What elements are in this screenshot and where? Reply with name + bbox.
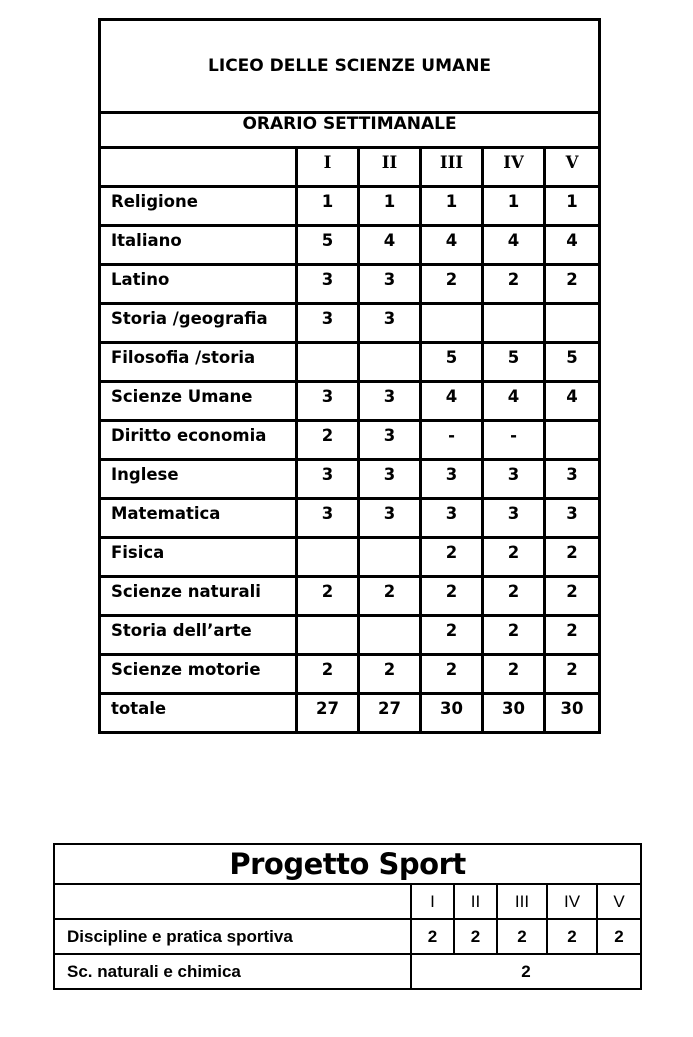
schedule-subtitle: ORARIO SETTIMANALE xyxy=(100,113,600,148)
subject-name: Scienze naturali xyxy=(100,577,297,616)
subject-row xyxy=(100,187,600,226)
hours-cell: 3 xyxy=(359,460,421,499)
column-header: III xyxy=(421,148,483,187)
hours-cell: 2 xyxy=(545,577,600,616)
hours-cell: 2 xyxy=(483,538,545,577)
hours-cell: 4 xyxy=(483,226,545,265)
sport-value: 2 xyxy=(597,919,641,954)
sport-merged-subject: Sc. naturali e chimica xyxy=(54,954,411,989)
sport-value: 2 xyxy=(454,919,497,954)
hours-cell: - xyxy=(483,421,545,460)
hours-cell xyxy=(359,616,421,655)
sport-title: Progetto Sport xyxy=(54,844,641,884)
column-header: IV xyxy=(483,148,545,187)
hours-cell: 1 xyxy=(483,187,545,226)
hours-cell: 2 xyxy=(297,577,359,616)
school-title: LICEO DELLE SCIENZE UMANE xyxy=(100,20,600,113)
hours-cell xyxy=(483,304,545,343)
sport-subject: Discipline e pratica sportiva xyxy=(54,919,411,954)
hours-cell: 3 xyxy=(359,304,421,343)
sport-value: 2 xyxy=(411,919,454,954)
hours-cell: 3 xyxy=(297,265,359,304)
orario-settimanale-table xyxy=(98,18,601,734)
hours-cell xyxy=(545,304,600,343)
hours-cell xyxy=(359,343,421,382)
hours-cell xyxy=(545,421,600,460)
hours-cell: 2 xyxy=(483,655,545,694)
sport-value: 2 xyxy=(547,919,597,954)
subject-name: Scienze Umane xyxy=(100,382,297,421)
sport-header-row xyxy=(54,884,641,919)
hours-cell: 3 xyxy=(359,499,421,538)
hours-cell: 3 xyxy=(297,304,359,343)
hours-cell xyxy=(297,343,359,382)
subject-row xyxy=(100,343,600,382)
hours-cell: 1 xyxy=(545,187,600,226)
subject-row xyxy=(100,304,600,343)
hours-cell: 5 xyxy=(545,343,600,382)
hours-cell: 2 xyxy=(421,538,483,577)
subject-name: Religione xyxy=(100,187,297,226)
hours-cell: 3 xyxy=(297,460,359,499)
sport-column-header: III xyxy=(497,884,547,919)
hours-cell xyxy=(421,304,483,343)
hours-cell xyxy=(297,616,359,655)
hours-cell: 4 xyxy=(545,226,600,265)
hours-cell: 2 xyxy=(297,655,359,694)
hours-cell: 2 xyxy=(421,577,483,616)
subject-name: Italiano xyxy=(100,226,297,265)
subject-name: Latino xyxy=(100,265,297,304)
hours-cell: 4 xyxy=(359,226,421,265)
subject-row xyxy=(100,616,600,655)
hours-cell: 3 xyxy=(545,460,600,499)
hours-cell: 4 xyxy=(483,382,545,421)
hours-cell: 3 xyxy=(483,460,545,499)
sport-value: 2 xyxy=(497,919,547,954)
subject-row xyxy=(100,538,600,577)
progetto-sport-table xyxy=(53,843,642,990)
subject-name: Storia dell’arte xyxy=(100,616,297,655)
column-header: V xyxy=(545,148,600,187)
hours-cell: 5 xyxy=(483,343,545,382)
hours-cell: 2 xyxy=(297,421,359,460)
hours-cell: 2 xyxy=(359,577,421,616)
hours-cell: 3 xyxy=(545,499,600,538)
hours-cell: - xyxy=(421,421,483,460)
hours-cell: 2 xyxy=(359,655,421,694)
column-header: II xyxy=(359,148,421,187)
subject-name: Scienze motorie xyxy=(100,655,297,694)
hours-cell: 2 xyxy=(545,616,600,655)
hours-cell: 2 xyxy=(483,616,545,655)
subject-row xyxy=(100,421,600,460)
subject-name: Filosofia /storia xyxy=(100,343,297,382)
hours-cell: 3 xyxy=(359,265,421,304)
hours-cell: 2 xyxy=(483,265,545,304)
hours-cell: 2 xyxy=(421,655,483,694)
subject-name: Inglese xyxy=(100,460,297,499)
hours-cell: 3 xyxy=(359,421,421,460)
hours-cell: 4 xyxy=(421,226,483,265)
hours-cell: 1 xyxy=(421,187,483,226)
hours-cell: 2 xyxy=(545,538,600,577)
subtitle-row xyxy=(100,113,600,148)
hours-cell: 3 xyxy=(421,460,483,499)
hours-cell: 3 xyxy=(297,499,359,538)
subject-name: totale xyxy=(100,694,297,733)
subject-row xyxy=(100,499,600,538)
sport-title-row xyxy=(54,844,641,884)
subject-name: Storia /geografia xyxy=(100,304,297,343)
subject-name: Matematica xyxy=(100,499,297,538)
subject-row xyxy=(100,226,600,265)
hours-cell: 2 xyxy=(421,616,483,655)
subject-row xyxy=(100,382,600,421)
hours-cell: 27 xyxy=(359,694,421,733)
subject-row xyxy=(100,460,600,499)
sport-column-header: IV xyxy=(547,884,597,919)
hours-cell: 2 xyxy=(421,265,483,304)
sport-header-empty-cell xyxy=(54,884,411,919)
hours-cell: 30 xyxy=(483,694,545,733)
hours-cell: 5 xyxy=(421,343,483,382)
hours-cell: 1 xyxy=(297,187,359,226)
hours-cell: 5 xyxy=(297,226,359,265)
subject-name: Diritto economia xyxy=(100,421,297,460)
header-row xyxy=(100,148,600,187)
title-row xyxy=(100,20,600,113)
hours-cell: 4 xyxy=(545,382,600,421)
subject-row xyxy=(100,694,600,733)
subject-row xyxy=(100,265,600,304)
hours-cell xyxy=(359,538,421,577)
hours-cell: 2 xyxy=(483,577,545,616)
hours-cell: 4 xyxy=(421,382,483,421)
hours-cell: 30 xyxy=(545,694,600,733)
hours-cell: 2 xyxy=(545,655,600,694)
header-empty-cell xyxy=(100,148,297,187)
sport-column-header: V xyxy=(597,884,641,919)
sport-merged-row xyxy=(54,954,641,989)
sport-column-header: I xyxy=(411,884,454,919)
hours-cell xyxy=(297,538,359,577)
hours-cell: 3 xyxy=(359,382,421,421)
sport-merged-value: 2 xyxy=(411,954,641,989)
hours-cell: 3 xyxy=(297,382,359,421)
subject-row xyxy=(100,577,600,616)
subject-name: Fisica xyxy=(100,538,297,577)
sport-column-header: II xyxy=(454,884,497,919)
hours-cell: 2 xyxy=(545,265,600,304)
subject-row xyxy=(100,655,600,694)
sport-row xyxy=(54,919,641,954)
column-header: I xyxy=(297,148,359,187)
hours-cell: 1 xyxy=(359,187,421,226)
hours-cell: 3 xyxy=(483,499,545,538)
hours-cell: 3 xyxy=(421,499,483,538)
hours-cell: 27 xyxy=(297,694,359,733)
hours-cell: 30 xyxy=(421,694,483,733)
